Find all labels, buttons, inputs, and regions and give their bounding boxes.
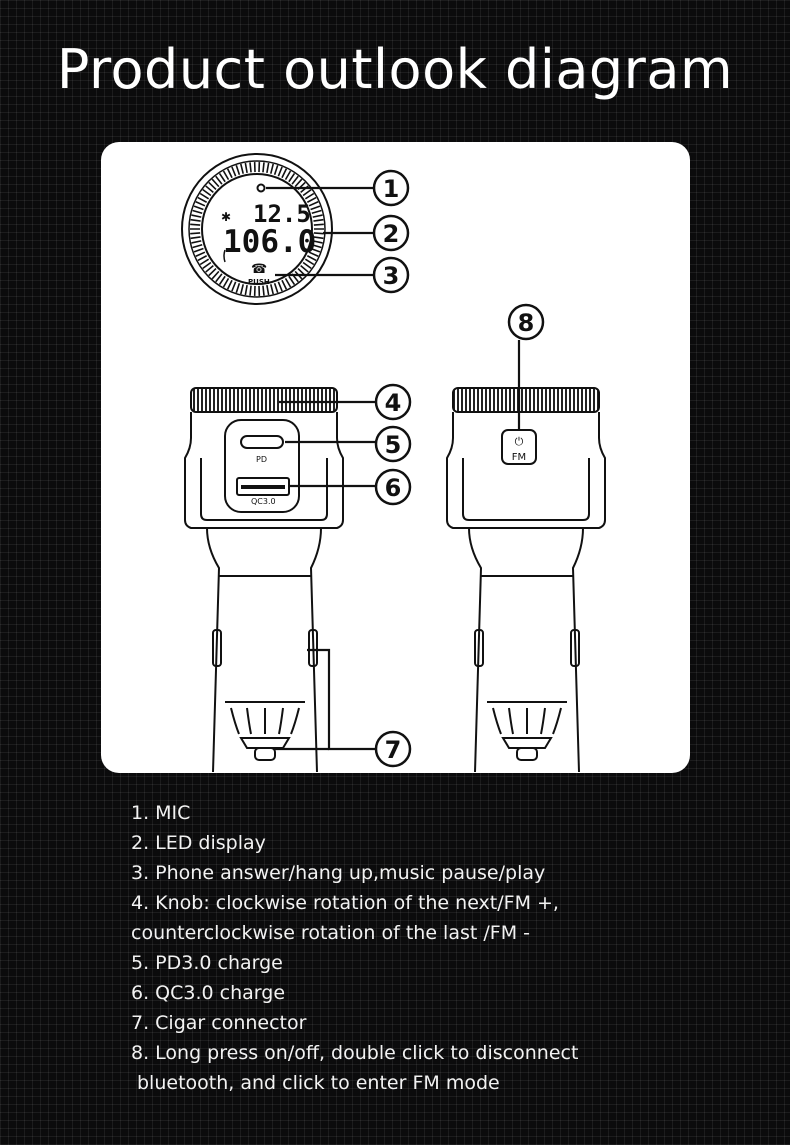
svg-text:6: 6 <box>384 474 402 502</box>
page-title: Product outlook diagram <box>56 38 734 101</box>
callout-5 <box>376 427 410 461</box>
callout-7 <box>376 732 410 766</box>
knurl-tick <box>190 233 200 234</box>
legend-item-4-continued: counterclockwise rotation of the last /FM - <box>131 922 530 944</box>
knurl-tick <box>206 186 214 192</box>
legend-item-7: 7. Cigar connector <box>131 1012 307 1034</box>
knurl-tick <box>191 220 201 221</box>
knurl-tick <box>305 259 313 264</box>
diagram-panel <box>101 142 690 773</box>
knurl-tick <box>286 171 291 180</box>
svg-text:4: 4 <box>384 389 402 417</box>
display-small-readout: 12.5 <box>253 200 311 228</box>
knurl-tick <box>209 269 216 276</box>
knurl-tick <box>305 193 313 198</box>
knurl-tick <box>198 256 207 261</box>
knurl-tick <box>282 280 286 289</box>
knurl-tick <box>267 163 269 173</box>
knurl-tick <box>295 179 302 186</box>
bluetooth-icon: ✱ <box>221 210 232 224</box>
knurl-tick <box>311 206 320 209</box>
knurl-tick <box>224 171 229 180</box>
knurl-tick <box>232 282 236 291</box>
display-large-readout: 106.0 <box>223 224 317 260</box>
knurl-tick <box>193 245 203 248</box>
knurl-tick <box>194 206 203 209</box>
knurl-tick <box>236 283 239 293</box>
knurl-tick <box>194 248 203 251</box>
knurl-tick <box>191 215 201 217</box>
callout-8 <box>509 305 543 339</box>
knurl-tick <box>209 182 216 189</box>
knurl-tick <box>200 193 208 198</box>
legend-item-6: 6. QC3.0 charge <box>131 982 286 1004</box>
legend-item-8-continued: bluetooth, and click to enter FM mode <box>137 1072 500 1094</box>
knurl-tick <box>245 285 247 295</box>
push-label: PUSH <box>248 278 270 286</box>
knurl-tick <box>224 278 229 287</box>
knurl-tick <box>232 167 236 176</box>
legend-item-4: 4. Knob: clockwise rotation of the next/FM +, <box>131 892 559 914</box>
callout-2 <box>374 216 408 250</box>
svg-text:8: 8 <box>517 309 535 337</box>
pd-port <box>241 436 283 448</box>
knurl-tick <box>282 169 286 178</box>
knurl-tick <box>200 259 208 264</box>
knurl-tick <box>193 211 203 214</box>
svg-text:1: 1 <box>382 175 400 203</box>
callout-6 <box>376 470 410 504</box>
knurl-tick <box>303 190 311 196</box>
legend-item-8: 8. Long press on/off, double click to disconnect <box>131 1042 579 1064</box>
knurl-tick <box>313 215 323 217</box>
knurl-tick <box>228 169 232 178</box>
knurl-tick <box>267 285 269 295</box>
knurl-tick <box>206 266 214 272</box>
power-icon: ⏻ <box>514 435 524 448</box>
knurl-tick <box>275 165 278 175</box>
product-diagram <box>101 142 690 773</box>
knurl-tick <box>289 173 295 181</box>
svg-text:3: 3 <box>382 262 400 290</box>
knurl-tick <box>245 163 247 173</box>
callout-4 <box>376 385 410 419</box>
knurl-tick <box>313 220 323 221</box>
knurl-tick <box>312 211 322 214</box>
knurl-tick <box>191 237 201 238</box>
knurl-tick <box>220 276 226 284</box>
knurl-tick <box>241 164 243 174</box>
charger-front-view <box>185 388 343 772</box>
knurl-tick <box>203 263 211 269</box>
knurl-tick <box>216 274 222 282</box>
svg-text:2: 2 <box>382 220 400 248</box>
knurl-tick <box>228 280 232 289</box>
knurl-tick <box>303 263 311 269</box>
knurl-tick <box>275 283 278 293</box>
legend-item-1: 1. MIC <box>131 802 191 824</box>
mic-hole <box>258 185 265 192</box>
knurl-tick <box>301 186 309 192</box>
callout-1 <box>374 171 408 205</box>
knurl-tick <box>292 176 298 184</box>
fm-label: FM <box>511 452 527 463</box>
knurl-tick <box>196 252 205 256</box>
knurl-tick <box>241 284 243 294</box>
knurl-tick <box>216 176 222 184</box>
knurl-tick <box>196 202 205 206</box>
qc-label: QC3.0 <box>251 497 276 506</box>
phone-icon: ☎ <box>251 262 268 277</box>
knurl-tick <box>212 271 219 278</box>
knurl-tick <box>220 173 226 181</box>
knurl-tick <box>190 224 200 225</box>
knurl-tick <box>278 282 282 291</box>
legend-item-2: 2. LED display <box>131 832 266 854</box>
legend-list <box>131 798 578 1098</box>
svg-text:7: 7 <box>384 736 402 764</box>
pd-label: PD <box>256 455 267 464</box>
knurl-tick <box>203 190 211 196</box>
svg-text:5: 5 <box>384 431 402 459</box>
legend-item-3: 3. Phone answer/hang up,music pause/play <box>131 862 546 884</box>
knurl-tick <box>289 276 295 284</box>
knurl-tick <box>250 286 251 296</box>
knurl-tick <box>236 165 239 175</box>
knurl-tick <box>191 241 201 243</box>
knurl-tick <box>278 167 282 176</box>
knurl-tick <box>263 286 264 296</box>
knurl-tick <box>263 162 264 172</box>
knurl-tick <box>198 198 207 203</box>
knurl-tick <box>271 164 273 174</box>
callout-3 <box>374 258 408 292</box>
knurl-tick <box>250 162 251 172</box>
legend-item-5: 5. PD3.0 charge <box>131 952 283 974</box>
knurl-tick <box>271 284 273 294</box>
knurl-tick <box>301 266 309 272</box>
knurl-tick <box>212 179 219 186</box>
knurl-tick <box>286 278 291 287</box>
